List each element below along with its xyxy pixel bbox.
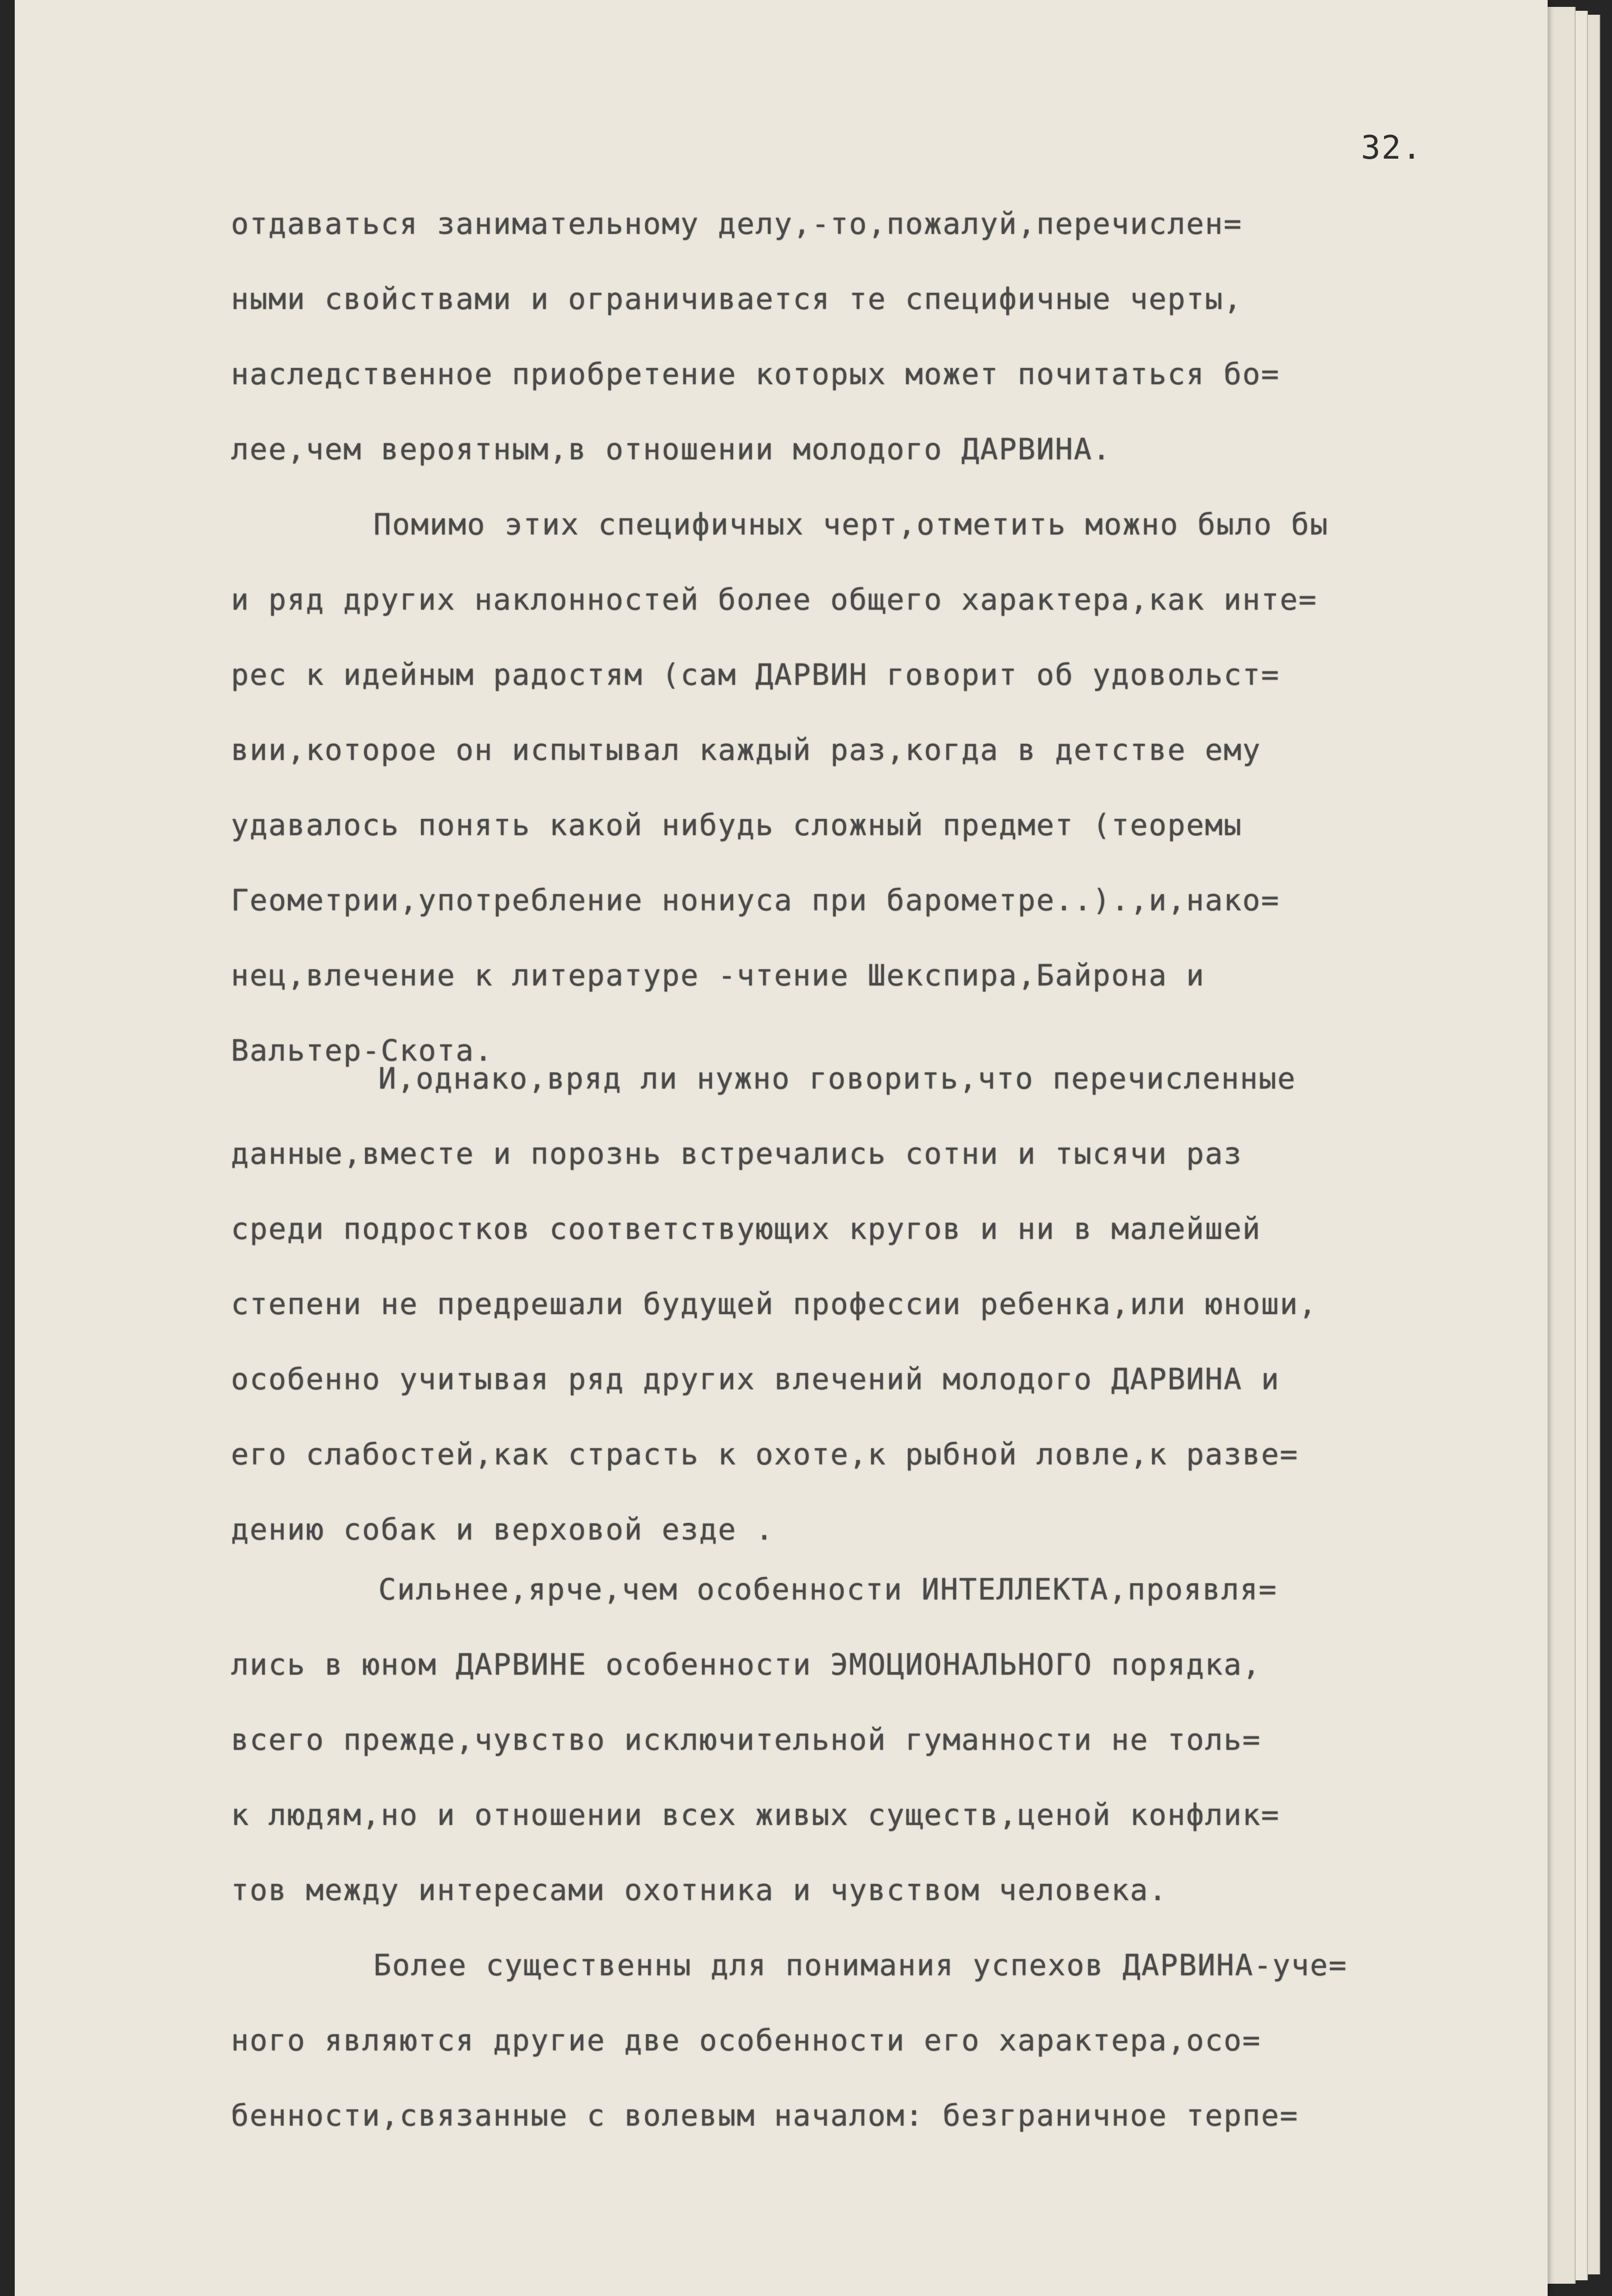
typewritten-page — [15, 0, 1548, 2296]
text-line: вии,которое он испытывал каждый раз,когда в детстве ему — [231, 733, 1261, 767]
paragraph-2 — [231, 487, 1329, 1089]
text-line: к людям,но и отношении всех живых существ,ценой конфлик= — [231, 1798, 1280, 1832]
text-line: степени не предрешали будущей профессии ребенка,или юноши, — [231, 1287, 1318, 1321]
paragraph-4 — [231, 1552, 1280, 1928]
page-number: 32. — [1361, 129, 1423, 167]
text-line: нец,влечение к литературе -чтение Шекспира,Байрона и — [231, 958, 1205, 993]
text-line: И,однако,вряд ли нужно говорить,что перечисленные — [378, 1062, 1297, 1096]
paragraph-1 — [231, 187, 1280, 487]
text-line: тов между интересами охотника и чувством человека. — [231, 1873, 1168, 1907]
text-line: ными свойствами и ограничивается те специфичные черты, — [231, 282, 1243, 316]
text-line: лее,чем вероятным,в отношении молодого ДАРВИНА. — [231, 432, 1111, 467]
text-line: Более существенны для понимания успехов ДАРВИНА-уче= — [373, 1948, 1348, 1983]
text-line: Помимо этих специфичных черт,отметить можно было бы — [373, 507, 1329, 542]
text-line: всего прежде,чувство исключительной гуманности не толь= — [231, 1723, 1261, 1757]
text-line: наследственное приобретение которых может почитаться бо= — [231, 357, 1280, 392]
paragraph-3 — [231, 1041, 1317, 1568]
text-line: и ряд других наклонностей более общего характера,как инте= — [231, 583, 1318, 617]
text-line: ного являются другие две особенности его характера,осо= — [231, 2023, 1261, 2058]
text-line: его слабостей,как страсть к охоте,к рыбной ловле,к разве= — [231, 1437, 1299, 1472]
text-line: рес к идейным радостям (сам ДАРВИН говорит об удовольст= — [231, 658, 1280, 692]
text-line: бенности,связанные с волевым началом: безграничное терпе= — [231, 2099, 1299, 2133]
text-line: дению собак и верховой езде . — [231, 1512, 774, 1547]
text-line: Сильнее,ярче,чем особенности ИНТЕЛЛЕКТА,проявля= — [378, 1572, 1277, 1607]
text-line: данные,вместе и порознь встречались сотни и тысячи раз — [231, 1137, 1243, 1171]
text-line: удавалось понять какой нибудь сложный предмет (теоремы — [231, 808, 1243, 842]
paragraph-5 — [231, 1928, 1347, 2154]
text-line: среди подростков соответствующих кругов и ни в малейшей — [231, 1212, 1261, 1246]
text-line: особенно учитывая ряд других влечений молодого ДАРВИНА и — [231, 1362, 1280, 1397]
text-line: Вальтер-Скота. — [231, 1034, 493, 1068]
text-line: отдаваться занимательному делу,-то,пожалуй,перечислен= — [231, 207, 1243, 241]
text-line: лись в юном ДАРВИНЕ особенности ЭМОЦИОНАЛЬНОГО порядка, — [231, 1648, 1261, 1682]
text-line: Геометрии,употребление нониуса при барометре..).,и,нако= — [231, 883, 1280, 918]
